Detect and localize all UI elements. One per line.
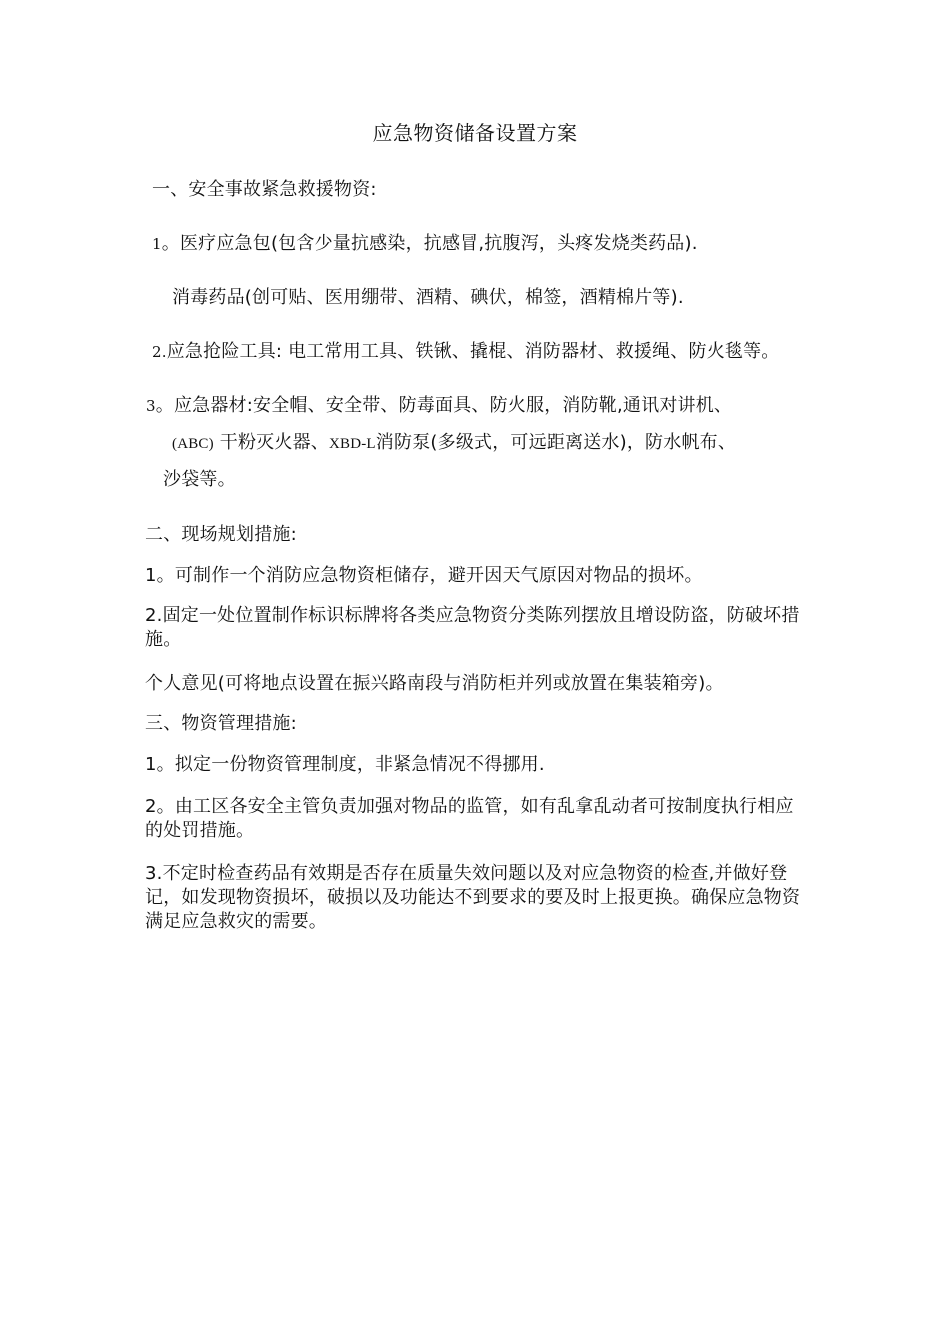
section1-item1-number: 1 [152, 235, 162, 253]
section2-paragraph3: 个人意见(可将地点设置在振兴路南段与消防柜并列或放置在集装箱旁)。 [145, 673, 724, 694]
section1-item3-continuation [172, 431, 736, 456]
section3-heading: 三、物资管理措施: [145, 713, 297, 734]
fire-pump-text: 消防泵(多级式，可远距离送水)，防水帆布、 [375, 432, 737, 453]
section1-item3-number: 3 [146, 397, 156, 415]
section3-paragraph3: 3.不定时检查药品有效期是否存在质量失效问题以及对应急物资的检查,并做好登记，如发现物资损坏，破损以及功能达不到要求的要及时上报更换。确保应急物资满足应急救灾的需要。 [145, 863, 801, 932]
section1-heading: 一、安全事故紧急救援物资: [152, 179, 377, 200]
section2-paragraph1: 1。可制作一个消防应急物资柜储存，避开因天气原因对物品的损坏。 [145, 565, 703, 586]
section3-paragraph1: 1。拟定一份物资管理制度，非紧急情况不得挪用. [145, 754, 545, 775]
xbd-label: XBD-L [328, 436, 376, 452]
section1-item3-text: 。应急器材:安全帽、安全带、防毒面具、防火服，消防靴,通讯对讲机、 [155, 395, 733, 416]
section2-heading: 二、现场规划措施: [145, 524, 297, 545]
section1-item3-continuation2: 沙袋等。 [163, 469, 236, 490]
section3-paragraph2: 2。由工区各安全主管负责加强对物品的监管，如有乱拿乱动者可按制度执行相应的处罚措施。 [145, 796, 794, 841]
section1-item1-continuation: 消毒药品(创可贴、医用绷带、酒精、碘伏，棉签，酒精棉片等). [172, 287, 684, 308]
document-title: 应急物资储备设置方案 [372, 121, 578, 145]
section1-item2 [152, 340, 780, 364]
section1-item2-number: 2. [152, 343, 167, 361]
section2-paragraph2: 2.固定一处位置制作标识标牌将各类应急物资分类陈列摆放且增设防盗，防破坏措施。 [145, 605, 800, 650]
section1-item3 [146, 394, 732, 418]
section1-item2-text: 应急抢险工具: 电工常用工具、铁锹、撬棍、消防器材、救援绳、防火毯等。 [166, 341, 780, 362]
section1-item1 [152, 232, 698, 256]
dry-powder-text: 干粉灭火器、 [219, 432, 329, 453]
abc-label: (ABC) [172, 436, 214, 452]
section1-item1-text: 。医疗应急包(包含少量抗感染，抗感冒,抗腹泻，头疼发烧类药品). [161, 233, 698, 254]
